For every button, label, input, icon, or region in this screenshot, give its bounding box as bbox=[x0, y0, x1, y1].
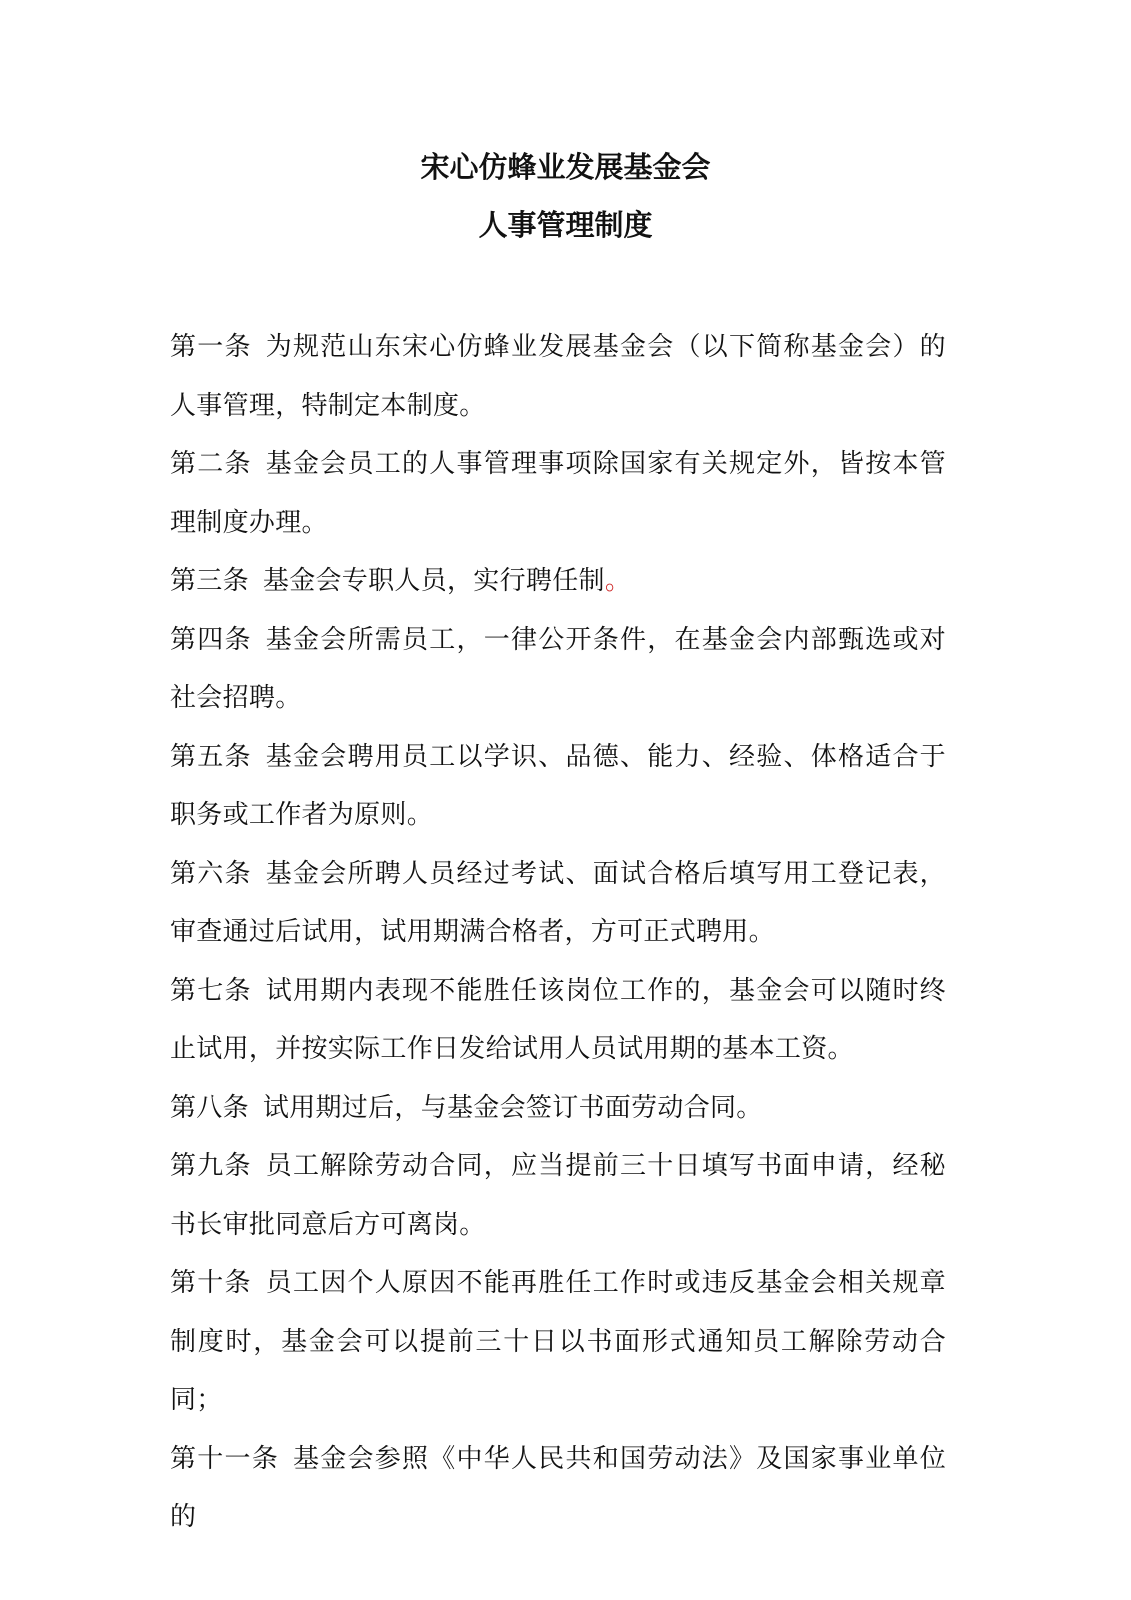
article-number: 第二条 bbox=[170, 449, 252, 479]
document-subtitle: 人事管理制度 bbox=[478, 208, 653, 242]
document-title: 宋心仿蜂业发展基金会 bbox=[420, 150, 711, 184]
article-number: 第十一条 bbox=[170, 1443, 279, 1474]
article-1 bbox=[170, 318, 946, 435]
article-10 bbox=[170, 1254, 946, 1430]
article-text: 员工因个人原因不能再胜任工作时或违反基金会相关规章制度时，基金会可以提前三十日以书面形式通知员工解除劳动合同； bbox=[170, 1268, 946, 1415]
article-number: 第三条 bbox=[170, 566, 249, 596]
article-text: 基金会专职人员，实行聘任制 bbox=[262, 566, 605, 596]
article-11 bbox=[170, 1430, 946, 1547]
article-text: 试用期过后，与基金会签订书面劳动合同。 bbox=[262, 1092, 763, 1123]
article-text: 基金会所需员工，一律公开条件，在基金会内部甄选或对社会招聘。 bbox=[170, 624, 946, 713]
article-6 bbox=[170, 845, 946, 962]
article-number: 第六条 bbox=[170, 858, 252, 889]
article-3 bbox=[170, 552, 946, 611]
article-number: 第八条 bbox=[170, 1092, 249, 1123]
article-text: 基金会所聘人员经过考试、面试合格后填写用工登记表，审查通过后试用，试用期满合格者，方可正式聘用。 bbox=[170, 858, 946, 947]
article-text: 基金会参照《中华人民共和国劳动法》及国家事业单位的 bbox=[170, 1443, 947, 1532]
article-5 bbox=[170, 728, 946, 845]
article-number: 第四条 bbox=[170, 624, 252, 655]
article-4 bbox=[170, 611, 946, 728]
article-text: 员工解除劳动合同，应当提前三十日填写书面申请，经秘书长审批同意后方可离岗。 bbox=[170, 1151, 946, 1240]
article-number: 第五条 bbox=[170, 741, 252, 772]
article-text: 试用期内表现不能胜任该岗位工作的，基金会可以随时终止试用，并按实际工作日发给试用人员试用期的基本工资。 bbox=[170, 975, 946, 1064]
red-period-mark: 。 bbox=[604, 566, 632, 596]
article-text: 为规范山东宋心仿蜂业发展基金会（以下简称基金会）的人事管理，特制定本制度。 bbox=[170, 332, 946, 421]
article-number: 第一条 bbox=[170, 332, 252, 362]
article-number: 第九条 bbox=[170, 1151, 252, 1181]
article-8 bbox=[170, 1079, 946, 1138]
article-2 bbox=[170, 435, 946, 552]
document-body bbox=[170, 318, 946, 1547]
article-9 bbox=[170, 1137, 946, 1254]
article-text: 基金会员工的人事管理事项除国家有关规定外，皆按本管理制度办理。 bbox=[170, 449, 946, 538]
article-7 bbox=[170, 962, 946, 1079]
article-number: 第十条 bbox=[170, 1268, 252, 1298]
article-text: 基金会聘用员工以学识、品德、能力、经验、体格适合于职务或工作者为原则。 bbox=[170, 741, 946, 830]
article-number: 第七条 bbox=[170, 975, 252, 1006]
